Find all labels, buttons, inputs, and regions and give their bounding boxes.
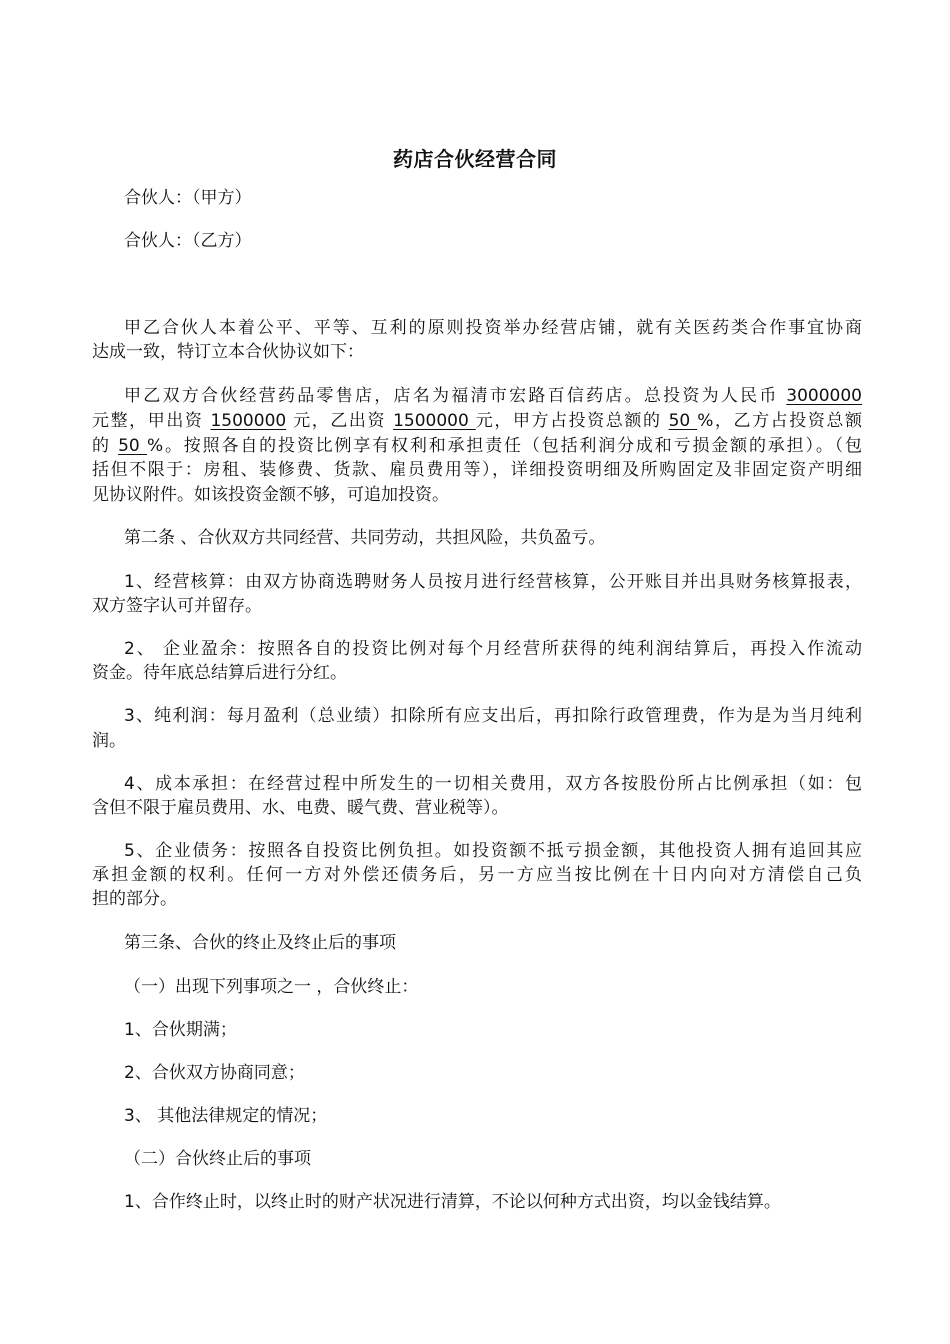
document-title: 药店合伙经营合同 (393, 147, 557, 171)
article3-subsection-2: （二）合伙终止后的事项 (124, 1149, 311, 1169)
clause4-line-1: 4、成本承担：在经营过程中所发生的一切相关费用，双方各按股份所占比例承担（如：包 (124, 774, 862, 794)
clause2-line-2: 资金。待年底总结算后进行分红。 (92, 663, 347, 683)
article1-text: 元，乙出资 (286, 411, 394, 431)
post-termination-item-1: 1、合作终止时，以终止时的财产状况进行清算，不论以何种方式出资，均以金钱结算。 (124, 1192, 781, 1212)
article1-text: 元整，甲出资 (92, 411, 211, 431)
partner-b-line: 合伙人：（乙方） (124, 231, 252, 251)
termination-item-3: 3、 其他法律规定的情况； (124, 1106, 328, 1126)
total-investment-value: 3000000 (786, 386, 862, 406)
article1-text: 元，甲方占投资总额的 (475, 411, 669, 431)
article1-text: %，乙方占投资总额 (697, 411, 863, 431)
clause5-line-1: 5、企业债务：按照各自投资比例负担。如投资额不抵亏损金额，其他投资人拥有追回其应 (124, 841, 862, 861)
article1-text: %。按照各自的投资比例享有权利和承担责任（包括利润分成和亏损金额的承担）。（包 (146, 436, 862, 456)
party-b-percentage-value: 50 (118, 436, 147, 456)
clause2-line-1: 2、 企业盈余：按照各自的投资比例对每个月经营所获得的纯利润结算后，再投入作流动 (124, 639, 862, 659)
article1-line-1 (124, 385, 862, 407)
article1-text: 的 (92, 436, 119, 456)
termination-item-1: 1、合伙期满； (124, 1020, 237, 1040)
article1-line-4: 括但不限于：房租、装修费、货款、雇员费用等），详细投资明细及所购固定及非固定资产明细 (92, 460, 862, 480)
termination-item-2: 2、合伙双方协商同意； (124, 1063, 305, 1083)
article1-line-2 (92, 410, 862, 432)
clause5-line-2: 承担金额的权利。任何一方对外偿还债务后，另一方应当按比例在十日内向对方清偿自己负 (92, 865, 862, 885)
article1-line-3 (92, 435, 862, 457)
clause1-line-2: 双方签字认可并留存。 (92, 596, 262, 616)
article3-subsection-1: （一）出现下列事项之一 ，合伙终止： (124, 977, 419, 997)
clause4-line-2: 含但不限于雇员费用、水、电费、暖气费、营业税等）。 (92, 798, 509, 818)
party-a-percentage-value: 50 (668, 411, 698, 431)
intro-line-2: 达成一致，特订立本合伙协议如下： (92, 342, 364, 362)
article1-line-5: 见协议附件。如该投资金额不够，可追加投资。 (92, 485, 449, 505)
intro-line-1: 甲乙合伙人本着公平、平等、互利的原则投资举办经营店铺，就有关医药类合作事宜协商 (124, 318, 862, 338)
article3-heading: 第三条、合伙的终止及终止后的事项 (124, 933, 396, 953)
article1-text: 甲乙双方合伙经营药品零售店，店名为福清市宏路百信药店。总投资为人民币 (124, 386, 787, 406)
party-b-investment-value: 1500000 (393, 411, 476, 431)
clause1-line-1: 1、经营核算：由双方协商选聘财务人员按月进行经营核算，公开账目并出具财务核算报表， (124, 572, 862, 592)
party-a-investment-value: 1500000 (210, 411, 287, 431)
clause3-line-2: 润。 (92, 731, 126, 751)
clause3-line-1: 3、纯利润：每月盈利（总业绩）扣除所有应支出后，再扣除行政管理费，作为是为当月纯利 (124, 706, 862, 726)
partner-a-line: 合伙人：（甲方） (124, 188, 252, 208)
article2-heading: 第二条 、合伙双方共同经营、共同劳动，共担风险，共负盈亏。 (124, 528, 606, 548)
clause5-line-3: 担的部分。 (92, 889, 177, 909)
